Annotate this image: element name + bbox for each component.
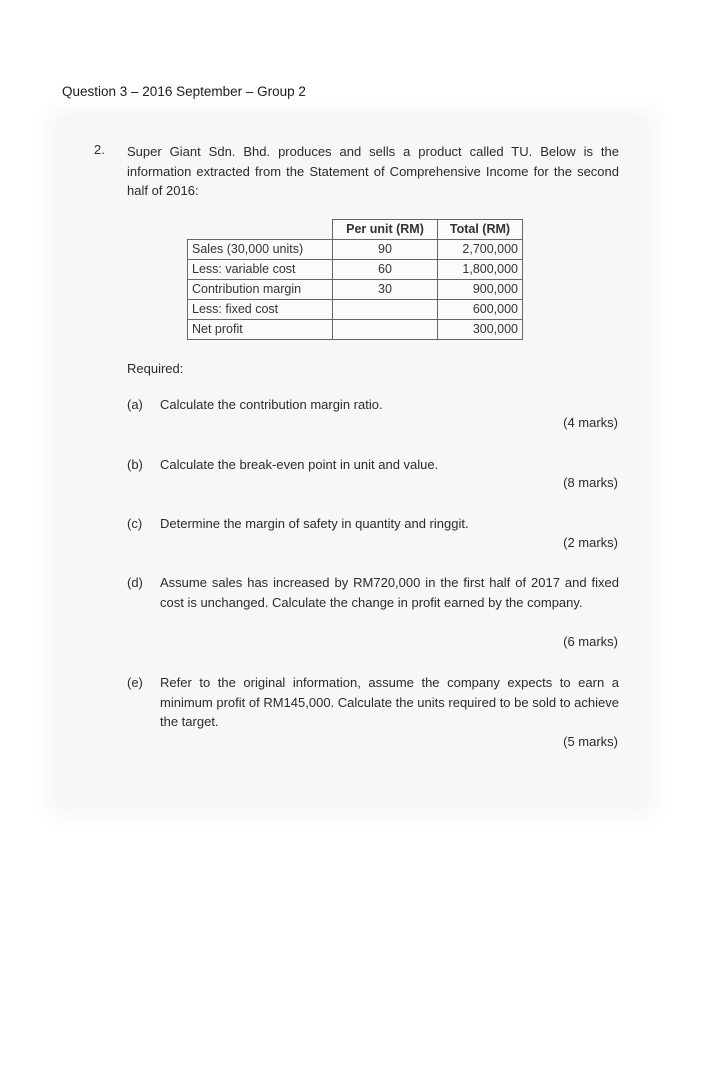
table-row — [188, 320, 523, 340]
row-total: 300,000 — [438, 320, 523, 340]
part-d-marks: (6 marks) — [563, 634, 618, 649]
required-label: Required: — [127, 361, 184, 376]
part-e — [127, 673, 619, 732]
row-per-unit — [333, 320, 438, 340]
part-e-marks: (5 marks) — [563, 734, 618, 749]
row-label: Sales (30,000 units) — [188, 240, 333, 260]
part-b — [127, 455, 619, 475]
table-header-row — [188, 220, 523, 240]
income-statement-table — [187, 219, 523, 340]
row-label: Less: variable cost — [188, 260, 333, 280]
page-heading: Question 3 – 2016 September – Group 2 — [62, 84, 306, 99]
row-per-unit: 30 — [333, 280, 438, 300]
question-intro: Super Giant Sdn. Bhd. produces and sells a product called TU. Below is the information extracted from the Statement of Comprehensive Income for the second half of 2016: — [127, 144, 619, 198]
part-text: Calculate the contribution margin ratio. — [160, 397, 383, 412]
part-letter: (b) — [127, 457, 143, 472]
row-total: 900,000 — [438, 280, 523, 300]
row-per-unit — [333, 300, 438, 320]
part-d — [127, 573, 619, 612]
part-text: Assume sales has increased by RM720,000 in the first half of 2017 and fixed cost is unchanged. Calculate the change in profit earned by the company. — [160, 575, 619, 610]
table-row — [188, 300, 523, 320]
part-text: Determine the margin of safety in quantity and ringgit. — [160, 516, 469, 531]
table-row — [188, 240, 523, 260]
table-header-blank — [188, 220, 333, 240]
part-c-marks: (2 marks) — [563, 535, 618, 550]
row-per-unit: 60 — [333, 260, 438, 280]
row-total: 600,000 — [438, 300, 523, 320]
part-text: Calculate the break-even point in unit and value. — [160, 457, 439, 472]
part-text: Refer to the original information, assume the company expects to earn a minimum profit of RM145,000. Calculate the units required to be sold to achieve the target. — [160, 675, 619, 729]
part-c — [127, 514, 619, 534]
part-b-marks: (8 marks) — [563, 475, 618, 490]
part-letter: (d) — [127, 575, 143, 590]
row-per-unit: 90 — [333, 240, 438, 260]
part-letter: (e) — [127, 675, 143, 690]
question-number: 2. — [94, 142, 105, 157]
row-label: Less: fixed cost — [188, 300, 333, 320]
part-letter: (a) — [127, 397, 143, 412]
table-header-per-unit: Per unit (RM) — [333, 220, 438, 240]
row-total: 1,800,000 — [438, 260, 523, 280]
table-row — [188, 280, 523, 300]
table-row — [188, 260, 523, 280]
row-total: 2,700,000 — [438, 240, 523, 260]
part-a-marks: (4 marks) — [563, 415, 618, 430]
row-label: Net profit — [188, 320, 333, 340]
row-label: Contribution margin — [188, 280, 333, 300]
table-header-total: Total (RM) — [438, 220, 523, 240]
part-letter: (c) — [127, 516, 143, 531]
part-a — [127, 395, 619, 415]
